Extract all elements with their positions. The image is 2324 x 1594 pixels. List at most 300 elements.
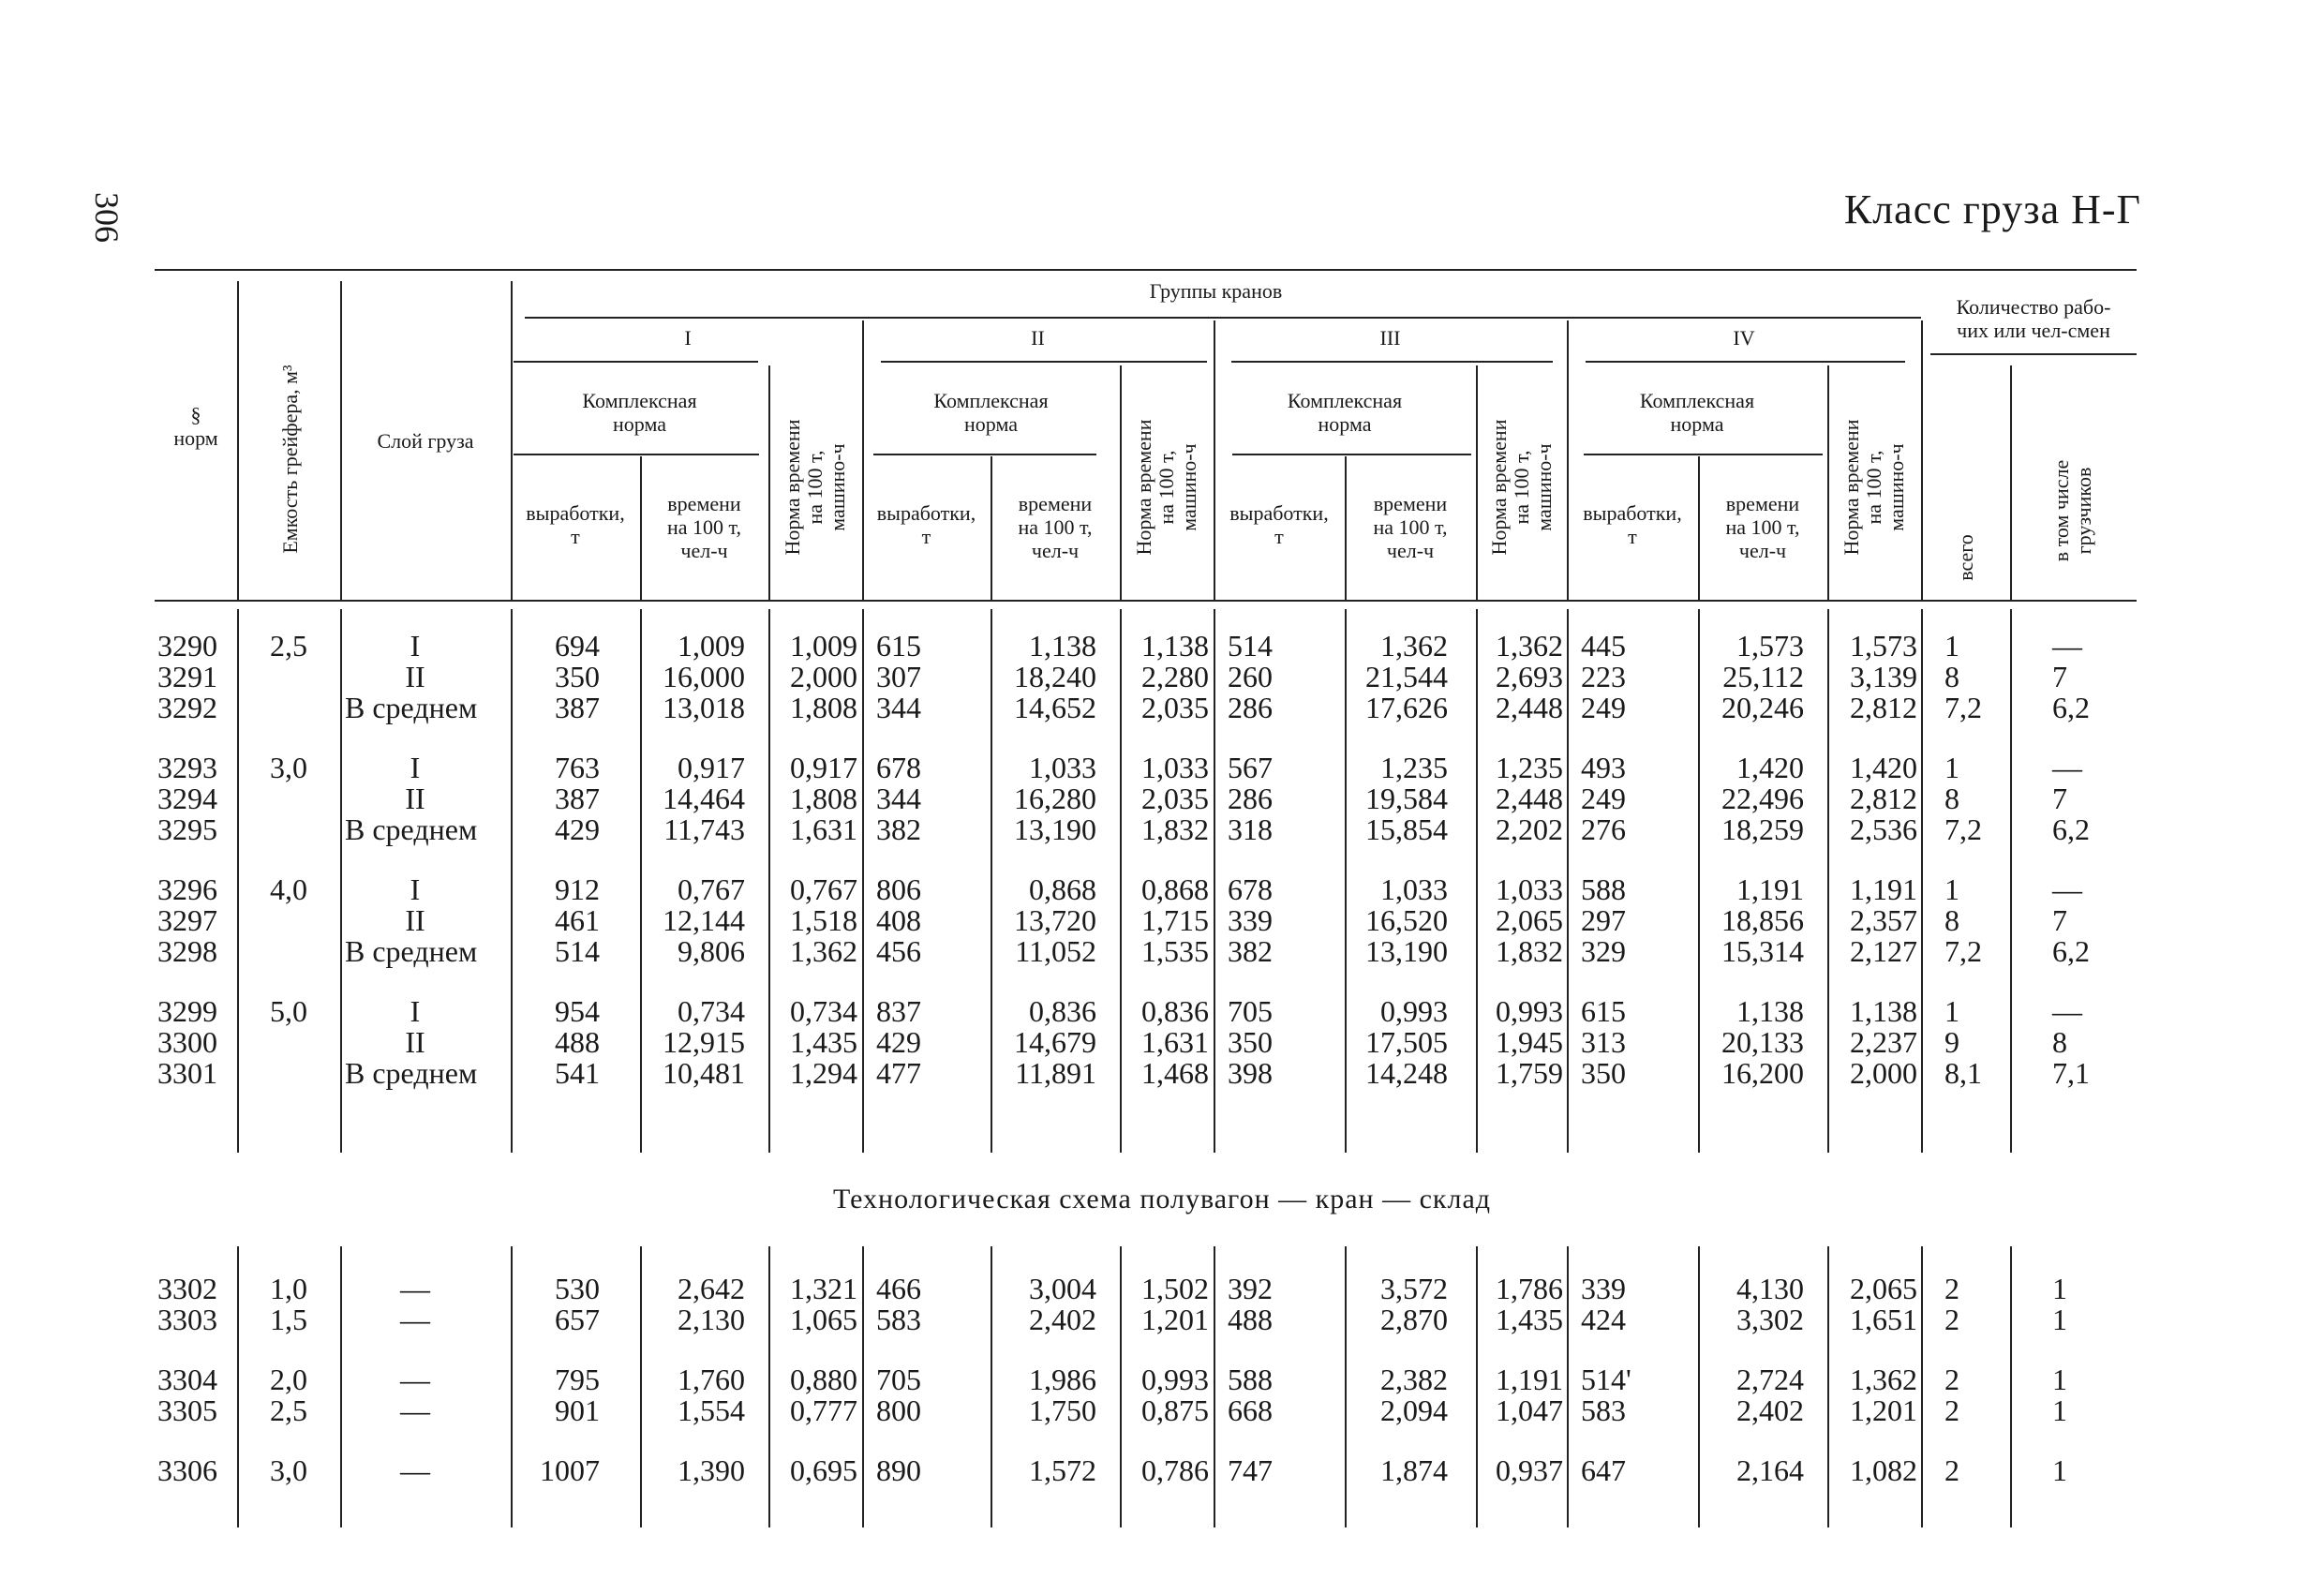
top-row-value: 18,856 [1721, 903, 1804, 937]
top-row-value: 350 [1581, 1056, 1626, 1090]
top-row-grab-capacity: 5,0 [270, 994, 307, 1028]
header-grab-capacity: Емкость грейфера, м³ [278, 365, 302, 554]
top-row-norm-no: 3296 [157, 872, 217, 906]
top-row-value: 14,248 [1365, 1056, 1448, 1090]
top-row-value: 15,314 [1721, 934, 1804, 968]
header-vrule [1827, 365, 1829, 600]
bottom-row-value: 392 [1228, 1272, 1273, 1305]
top-row-value: 350 [1228, 1025, 1273, 1059]
bottom-row-value: 1,201 [1850, 1393, 1917, 1427]
top-row-value: 286 [1228, 782, 1273, 815]
data-vrule [1698, 609, 1700, 1153]
complex-rule-1 [514, 454, 759, 455]
bottom-row-value: 4,130 [1736, 1272, 1804, 1305]
group-rule-1 [514, 361, 758, 363]
top-row-value: 2,035 [1141, 782, 1209, 815]
top-row-loaders: 7 [2052, 903, 2067, 937]
header-cargo-layer: Слой груза [377, 428, 474, 453]
header-norm-no: § норм [173, 403, 218, 450]
top-row-value: 0,917 [790, 751, 857, 784]
top-row-value: 705 [1228, 994, 1273, 1028]
bottom-row-loaders: 1 [2052, 1393, 2067, 1427]
bottom-row-value: 1,321 [790, 1272, 857, 1305]
top-row-value: 18,240 [1014, 660, 1096, 693]
top-row-value: 21,544 [1365, 660, 1448, 693]
header-crane-groups: Группы кранов [1149, 278, 1283, 303]
top-row-value: 3,139 [1850, 660, 1917, 693]
top-row-value: 16,000 [663, 660, 745, 693]
bottom-row-value: 424 [1581, 1303, 1626, 1336]
top-row-loaders: — [2052, 751, 2082, 784]
top-row-value: 0,734 [790, 994, 857, 1028]
bottom-row-grab-capacity: 2,0 [270, 1363, 307, 1396]
bottom-row-norm-no: 3304 [157, 1363, 217, 1396]
top-row-value: 17,505 [1365, 1025, 1448, 1059]
bottom-row-value: 530 [555, 1272, 600, 1305]
top-row-value: 1,573 [1736, 629, 1804, 663]
bottom-row-grab-capacity: 1,0 [270, 1272, 307, 1305]
top-row-value: 14,464 [663, 782, 745, 815]
header-group-1: I [684, 325, 692, 350]
bottom-row-value: 747 [1228, 1453, 1273, 1487]
top-row-value: 0,734 [678, 994, 745, 1028]
header-time-norm-3: времени на 100 т, чел-ч [1373, 492, 1448, 562]
bottom-row-value: 1,362 [1850, 1363, 1917, 1396]
header-time-norm-4: времени на 100 т, чел-ч [1725, 492, 1800, 562]
top-row-cargo-layer: I [410, 751, 421, 784]
top-row-value: 1,759 [1496, 1056, 1563, 1090]
top-row-value: 0,868 [1029, 872, 1096, 906]
data-vrule [991, 1246, 992, 1527]
bottom-row-total: 2 [1944, 1303, 1959, 1336]
top-row-value: 382 [876, 812, 921, 846]
top-row-value: 307 [876, 660, 921, 693]
top-row-cargo-layer: В среднем [345, 1056, 478, 1090]
bottom-row-value: 1,986 [1029, 1363, 1096, 1396]
top-row-value: 387 [555, 691, 600, 724]
bottom-row-total: 2 [1944, 1272, 1959, 1305]
top-row-value: 2,280 [1141, 660, 1209, 693]
top-row-total: 1 [1944, 629, 1959, 663]
top-row-loaders: 6,2 [2052, 812, 2090, 846]
page-number: 306 [88, 192, 126, 243]
top-row-value: 2,202 [1496, 812, 1563, 846]
bottom-row-norm-no: 3306 [157, 1453, 217, 1487]
bottom-row-value: 2,402 [1029, 1303, 1096, 1336]
top-row-value: 10,481 [663, 1056, 745, 1090]
bottom-row-value: 1,502 [1141, 1272, 1209, 1305]
top-row-total: 8 [1944, 660, 1959, 693]
bottom-row-value: 647 [1581, 1453, 1626, 1487]
top-row-loaders: — [2052, 629, 2082, 663]
data-vrule [1476, 609, 1478, 1153]
bottom-row-value: 657 [555, 1303, 600, 1336]
top-row-value: 477 [876, 1056, 921, 1090]
top-row-value: 297 [1581, 903, 1626, 937]
complex-rule-2 [873, 454, 1096, 455]
data-vrule [1476, 1246, 1478, 1527]
bottom-row-value: 705 [876, 1363, 921, 1396]
top-row-cargo-layer: II [405, 782, 425, 815]
top-row-loaders: 6,2 [2052, 691, 2090, 724]
top-row-value: 223 [1581, 660, 1626, 693]
top-row-value: 398 [1228, 1056, 1273, 1090]
top-row-total: 8 [1944, 782, 1959, 815]
top-row-value: 249 [1581, 691, 1626, 724]
top-row-loaders: 8 [2052, 1025, 2067, 1059]
data-vrule [1827, 609, 1829, 1153]
top-row-total: 1 [1944, 872, 1959, 906]
groups-rule [525, 317, 1921, 319]
bottom-row-value: 1,435 [1496, 1303, 1563, 1336]
top-row-value: 276 [1581, 812, 1626, 846]
top-row-value: 2,000 [1850, 1056, 1917, 1090]
top-row-loaders: 7,1 [2052, 1056, 2090, 1090]
top-row-value: 2,357 [1850, 903, 1917, 937]
top-row-value: 1,138 [1736, 994, 1804, 1028]
top-row-value: 429 [876, 1025, 921, 1059]
top-row-cargo-layer: В среднем [345, 691, 478, 724]
top-row-value: 329 [1581, 934, 1626, 968]
bottom-row-value: 1,651 [1850, 1303, 1917, 1336]
top-row-value: 1,362 [790, 934, 857, 968]
bottom-row-value: 583 [1581, 1393, 1626, 1427]
data-vrule [1120, 1246, 1122, 1527]
top-row-value: 678 [876, 751, 921, 784]
bottom-row-value: 0,993 [1141, 1363, 1209, 1396]
top-row-value: 1,945 [1496, 1025, 1563, 1059]
bottom-row-cargo-layer: — [400, 1272, 430, 1305]
bottom-row-value: 1,390 [678, 1453, 745, 1487]
header-bottom-rule [155, 600, 2137, 602]
top-row-value: 1,033 [1029, 751, 1096, 784]
bottom-row-value: 0,880 [790, 1363, 857, 1396]
bottom-row-cargo-layer: — [400, 1453, 430, 1487]
group-rule-2 [881, 361, 1207, 363]
header-output-3: выработки, т [1229, 501, 1329, 548]
top-row-total: 8,1 [1944, 1056, 1982, 1090]
top-row-value: 249 [1581, 782, 1626, 815]
top-row-norm-no: 3298 [157, 934, 217, 968]
top-row-value: 588 [1581, 872, 1626, 906]
data-vrule [1120, 609, 1122, 1153]
header-group-4: IV [1733, 325, 1755, 350]
bottom-row-value: 1007 [540, 1453, 600, 1487]
top-row-value: 2,065 [1496, 903, 1563, 937]
bottom-row-total: 2 [1944, 1453, 1959, 1487]
top-row-value: 1,235 [1380, 751, 1448, 784]
data-vrule [340, 609, 342, 1153]
data-vrule [237, 1246, 239, 1527]
data-vrule [991, 609, 992, 1153]
top-row-norm-no: 3301 [157, 1056, 217, 1090]
data-vrule [511, 609, 513, 1153]
bottom-row-value: 901 [555, 1393, 600, 1427]
scheme-subtitle: Технологическая схема полувагон — кран — склад [832, 1184, 1492, 1214]
top-row-value: 13,720 [1014, 903, 1096, 937]
top-row-value: 429 [555, 812, 600, 846]
top-row-cargo-layer: I [410, 994, 421, 1028]
data-vrule [640, 609, 642, 1153]
top-row-value: 9,806 [678, 934, 745, 968]
top-row-cargo-layer: II [405, 1025, 425, 1059]
header-vrule [2010, 365, 2012, 600]
top-row-value: 13,018 [663, 691, 745, 724]
top-row-value: 0,836 [1141, 994, 1209, 1028]
data-vrule [1214, 609, 1215, 1153]
bottom-row-value: 800 [876, 1393, 921, 1427]
header-complex-norm-2: Комплексная норма [933, 389, 1049, 436]
top-row-value: 1,808 [790, 782, 857, 815]
top-row-value: 15,854 [1365, 812, 1448, 846]
bottom-row-grab-capacity: 3,0 [270, 1453, 307, 1487]
header-vrule [1476, 365, 1478, 600]
top-row-norm-no: 3293 [157, 751, 217, 784]
data-vrule [511, 1246, 513, 1527]
top-row-value: 1,535 [1141, 934, 1209, 968]
top-row-value: 493 [1581, 751, 1626, 784]
top-row-cargo-layer: I [410, 872, 421, 906]
top-row-value: 382 [1228, 934, 1273, 968]
top-row-grab-capacity: 4,0 [270, 872, 307, 906]
header-machine-time-3: Норма времени на 100 т, машино-ч [1486, 419, 1556, 556]
table-top-rule [155, 269, 2137, 271]
top-row-value: 13,190 [1365, 934, 1448, 968]
top-row-total: 9 [1944, 1025, 1959, 1059]
bottom-row-loaders: 1 [2052, 1453, 2067, 1487]
bottom-row-value: 1,750 [1029, 1393, 1096, 1427]
header-complex-norm-3: Комплексная норма [1287, 389, 1403, 436]
bottom-row-value: 1,786 [1496, 1272, 1563, 1305]
top-row-value: 1,235 [1496, 751, 1563, 784]
top-row-loaders: — [2052, 872, 2082, 906]
top-row-value: 0,917 [678, 751, 745, 784]
top-row-norm-no: 3295 [157, 812, 217, 846]
data-vrule [2010, 609, 2012, 1153]
top-row-value: 2,000 [790, 660, 857, 693]
top-row-value: 286 [1228, 691, 1273, 724]
bottom-row-value: 339 [1581, 1272, 1626, 1305]
top-row-value: 912 [555, 872, 600, 906]
data-vrule [1567, 1246, 1569, 1527]
top-row-value: 678 [1228, 872, 1273, 906]
bottom-row-value: 588 [1228, 1363, 1273, 1396]
top-row-value: 387 [555, 782, 600, 815]
top-row-norm-no: 3290 [157, 629, 217, 663]
bottom-row-norm-no: 3303 [157, 1303, 217, 1336]
bottom-row-value: 2,164 [1736, 1453, 1804, 1487]
data-vrule [1345, 609, 1347, 1153]
top-row-value: 344 [876, 691, 921, 724]
top-row-total: 7,2 [1944, 812, 1982, 846]
top-row-value: 694 [555, 629, 600, 663]
top-row-value: 1,009 [790, 629, 857, 663]
top-row-value: 11,743 [663, 812, 745, 846]
data-vrule [1567, 609, 1569, 1153]
bottom-row-value: 668 [1228, 1393, 1273, 1427]
top-row-value: 1,715 [1141, 903, 1209, 937]
top-row-value: 2,812 [1850, 782, 1917, 815]
top-row-value: 16,280 [1014, 782, 1096, 815]
bottom-row-value: 1,065 [790, 1303, 857, 1336]
top-row-value: 1,573 [1850, 629, 1917, 663]
bottom-row-value: 2,402 [1736, 1393, 1804, 1427]
top-row-value: 615 [876, 629, 921, 663]
bottom-row-grab-capacity: 2,5 [270, 1393, 307, 1427]
header-time-norm-1: времени на 100 т, чел-ч [667, 492, 741, 562]
top-row-value: 567 [1228, 751, 1273, 784]
bottom-row-value: 583 [876, 1303, 921, 1336]
top-row-value: 1,138 [1141, 629, 1209, 663]
top-row-norm-no: 3291 [157, 660, 217, 693]
top-row-value: 313 [1581, 1025, 1626, 1059]
header-total: всего [1954, 534, 1977, 581]
top-row-grab-capacity: 3,0 [270, 751, 307, 784]
top-row-value: 1,631 [1141, 1025, 1209, 1059]
bottom-row-value: 3,302 [1736, 1303, 1804, 1336]
group-rule-4 [1586, 361, 1905, 363]
top-row-value: 2,693 [1496, 660, 1563, 693]
top-row-value: 806 [876, 872, 921, 906]
bottom-row-value: 1,874 [1380, 1453, 1448, 1487]
header-workers: Количество рабо- чих или чел-смен [1956, 295, 2111, 342]
top-row-value: 1,808 [790, 691, 857, 724]
header-machine-time-1: Норма времени на 100 т, машино-ч [781, 419, 849, 556]
data-vrule [640, 1246, 642, 1527]
data-vrule [1698, 1246, 1700, 1527]
top-row-value: 461 [555, 903, 600, 937]
header-vrule [768, 365, 770, 600]
header-vrule [1921, 320, 1923, 600]
bottom-row-value: 0,695 [790, 1453, 857, 1487]
top-row-value: 12,915 [663, 1025, 745, 1059]
top-row-value: 18,259 [1721, 812, 1804, 846]
top-row-value: 837 [876, 994, 921, 1028]
bottom-row-value: 3,572 [1380, 1272, 1448, 1305]
top-row-value: 12,144 [663, 903, 745, 937]
top-row-value: 763 [555, 751, 600, 784]
data-vrule [1921, 609, 1923, 1153]
bottom-row-value: 2,382 [1380, 1363, 1448, 1396]
top-row-value: 0,767 [790, 872, 857, 906]
bottom-row-loaders: 1 [2052, 1363, 2067, 1396]
top-row-value: 16,200 [1721, 1056, 1804, 1090]
top-row-value: 1,033 [1496, 872, 1563, 906]
top-row-cargo-layer: В среднем [345, 812, 478, 846]
bottom-row-value: 466 [876, 1272, 921, 1305]
top-row-value: 2,448 [1496, 782, 1563, 815]
top-row-value: 2,237 [1850, 1025, 1917, 1059]
bottom-row-value: 1,047 [1496, 1393, 1563, 1427]
top-row-value: 1,362 [1380, 629, 1448, 663]
header-output-1: выработки, т [526, 501, 625, 548]
top-row-value: 1,191 [1736, 872, 1804, 906]
top-row-value: 17,626 [1365, 691, 1448, 724]
bottom-row-value: 0,786 [1141, 1453, 1209, 1487]
top-row-value: 615 [1581, 994, 1626, 1028]
header-complex-norm-1: Комплексная норма [582, 389, 697, 436]
top-row-value: 339 [1228, 903, 1273, 937]
bottom-row-value: 514' [1581, 1363, 1631, 1396]
top-row-loaders: 6,2 [2052, 934, 2090, 968]
top-row-value: 445 [1581, 629, 1626, 663]
top-row-total: 1 [1944, 751, 1959, 784]
top-row-value: 1,832 [1496, 934, 1563, 968]
bottom-row-value: 0,777 [790, 1393, 857, 1427]
header-complex-norm-4: Комплексная норма [1639, 389, 1755, 436]
top-row-value: 2,127 [1850, 934, 1917, 968]
bottom-row-value: 1,201 [1141, 1303, 1209, 1336]
top-row-value: 1,033 [1380, 872, 1448, 906]
data-vrule [768, 1246, 770, 1527]
top-row-grab-capacity: 2,5 [270, 629, 307, 663]
top-row-value: 954 [555, 994, 600, 1028]
data-vrule [1921, 1246, 1923, 1527]
top-row-total: 1 [1944, 994, 1959, 1028]
bottom-row-value: 2,094 [1380, 1393, 1448, 1427]
top-row-cargo-layer: I [410, 629, 421, 663]
top-row-value: 20,133 [1721, 1025, 1804, 1059]
top-row-value: 0,767 [678, 872, 745, 906]
top-row-value: 1,191 [1850, 872, 1917, 906]
bottom-row-value: 1,082 [1850, 1453, 1917, 1487]
top-row-value: 20,246 [1721, 691, 1804, 724]
top-row-value: 19,584 [1365, 782, 1448, 815]
top-row-value: 1,009 [678, 629, 745, 663]
top-row-cargo-layer: В среднем [345, 934, 478, 968]
header-group-2: II [1031, 325, 1045, 350]
data-vrule [768, 609, 770, 1153]
header-vrule [862, 320, 864, 600]
header-vrule [1214, 320, 1215, 600]
top-row-value: 22,496 [1721, 782, 1804, 815]
top-row-value: 25,112 [1722, 660, 1804, 693]
data-vrule [340, 1246, 342, 1527]
top-row-value: 1,420 [1736, 751, 1804, 784]
header-time-norm-2: времени на 100 т, чел-ч [1018, 492, 1093, 562]
top-row-loaders: 7 [2052, 782, 2067, 815]
bottom-row-value: 2,724 [1736, 1363, 1804, 1396]
top-row-value: 11,052 [1015, 934, 1096, 968]
bottom-row-value: 795 [555, 1363, 600, 1396]
top-row-total: 8 [1944, 903, 1959, 937]
top-row-value: 318 [1228, 812, 1273, 846]
top-row-value: 0,993 [1380, 994, 1448, 1028]
top-row-value: 1,435 [790, 1025, 857, 1059]
top-row-value: 350 [555, 660, 600, 693]
bottom-row-value: 488 [1228, 1303, 1273, 1336]
top-row-cargo-layer: II [405, 903, 425, 937]
header-vrule [237, 281, 239, 600]
top-row-value: 1,033 [1141, 751, 1209, 784]
header-output-2: выработки, т [876, 501, 976, 548]
bottom-row-value: 1,572 [1029, 1453, 1096, 1487]
top-row-norm-no: 3292 [157, 691, 217, 724]
complex-rule-3 [1232, 454, 1471, 455]
bottom-row-value: 2,870 [1380, 1303, 1448, 1336]
top-row-value: 0,868 [1141, 872, 1209, 906]
top-row-value: 14,679 [1014, 1025, 1096, 1059]
bottom-row-value: 0,937 [1496, 1453, 1563, 1487]
top-row-value: 0,836 [1029, 994, 1096, 1028]
top-row-norm-no: 3297 [157, 903, 217, 937]
header-output-4: выработки, т [1583, 501, 1682, 548]
data-vrule [862, 609, 864, 1153]
workers-rule [1930, 353, 2137, 355]
bottom-row-loaders: 1 [2052, 1272, 2067, 1305]
top-row-value: 2,035 [1141, 691, 1209, 724]
top-row-value: 456 [876, 934, 921, 968]
